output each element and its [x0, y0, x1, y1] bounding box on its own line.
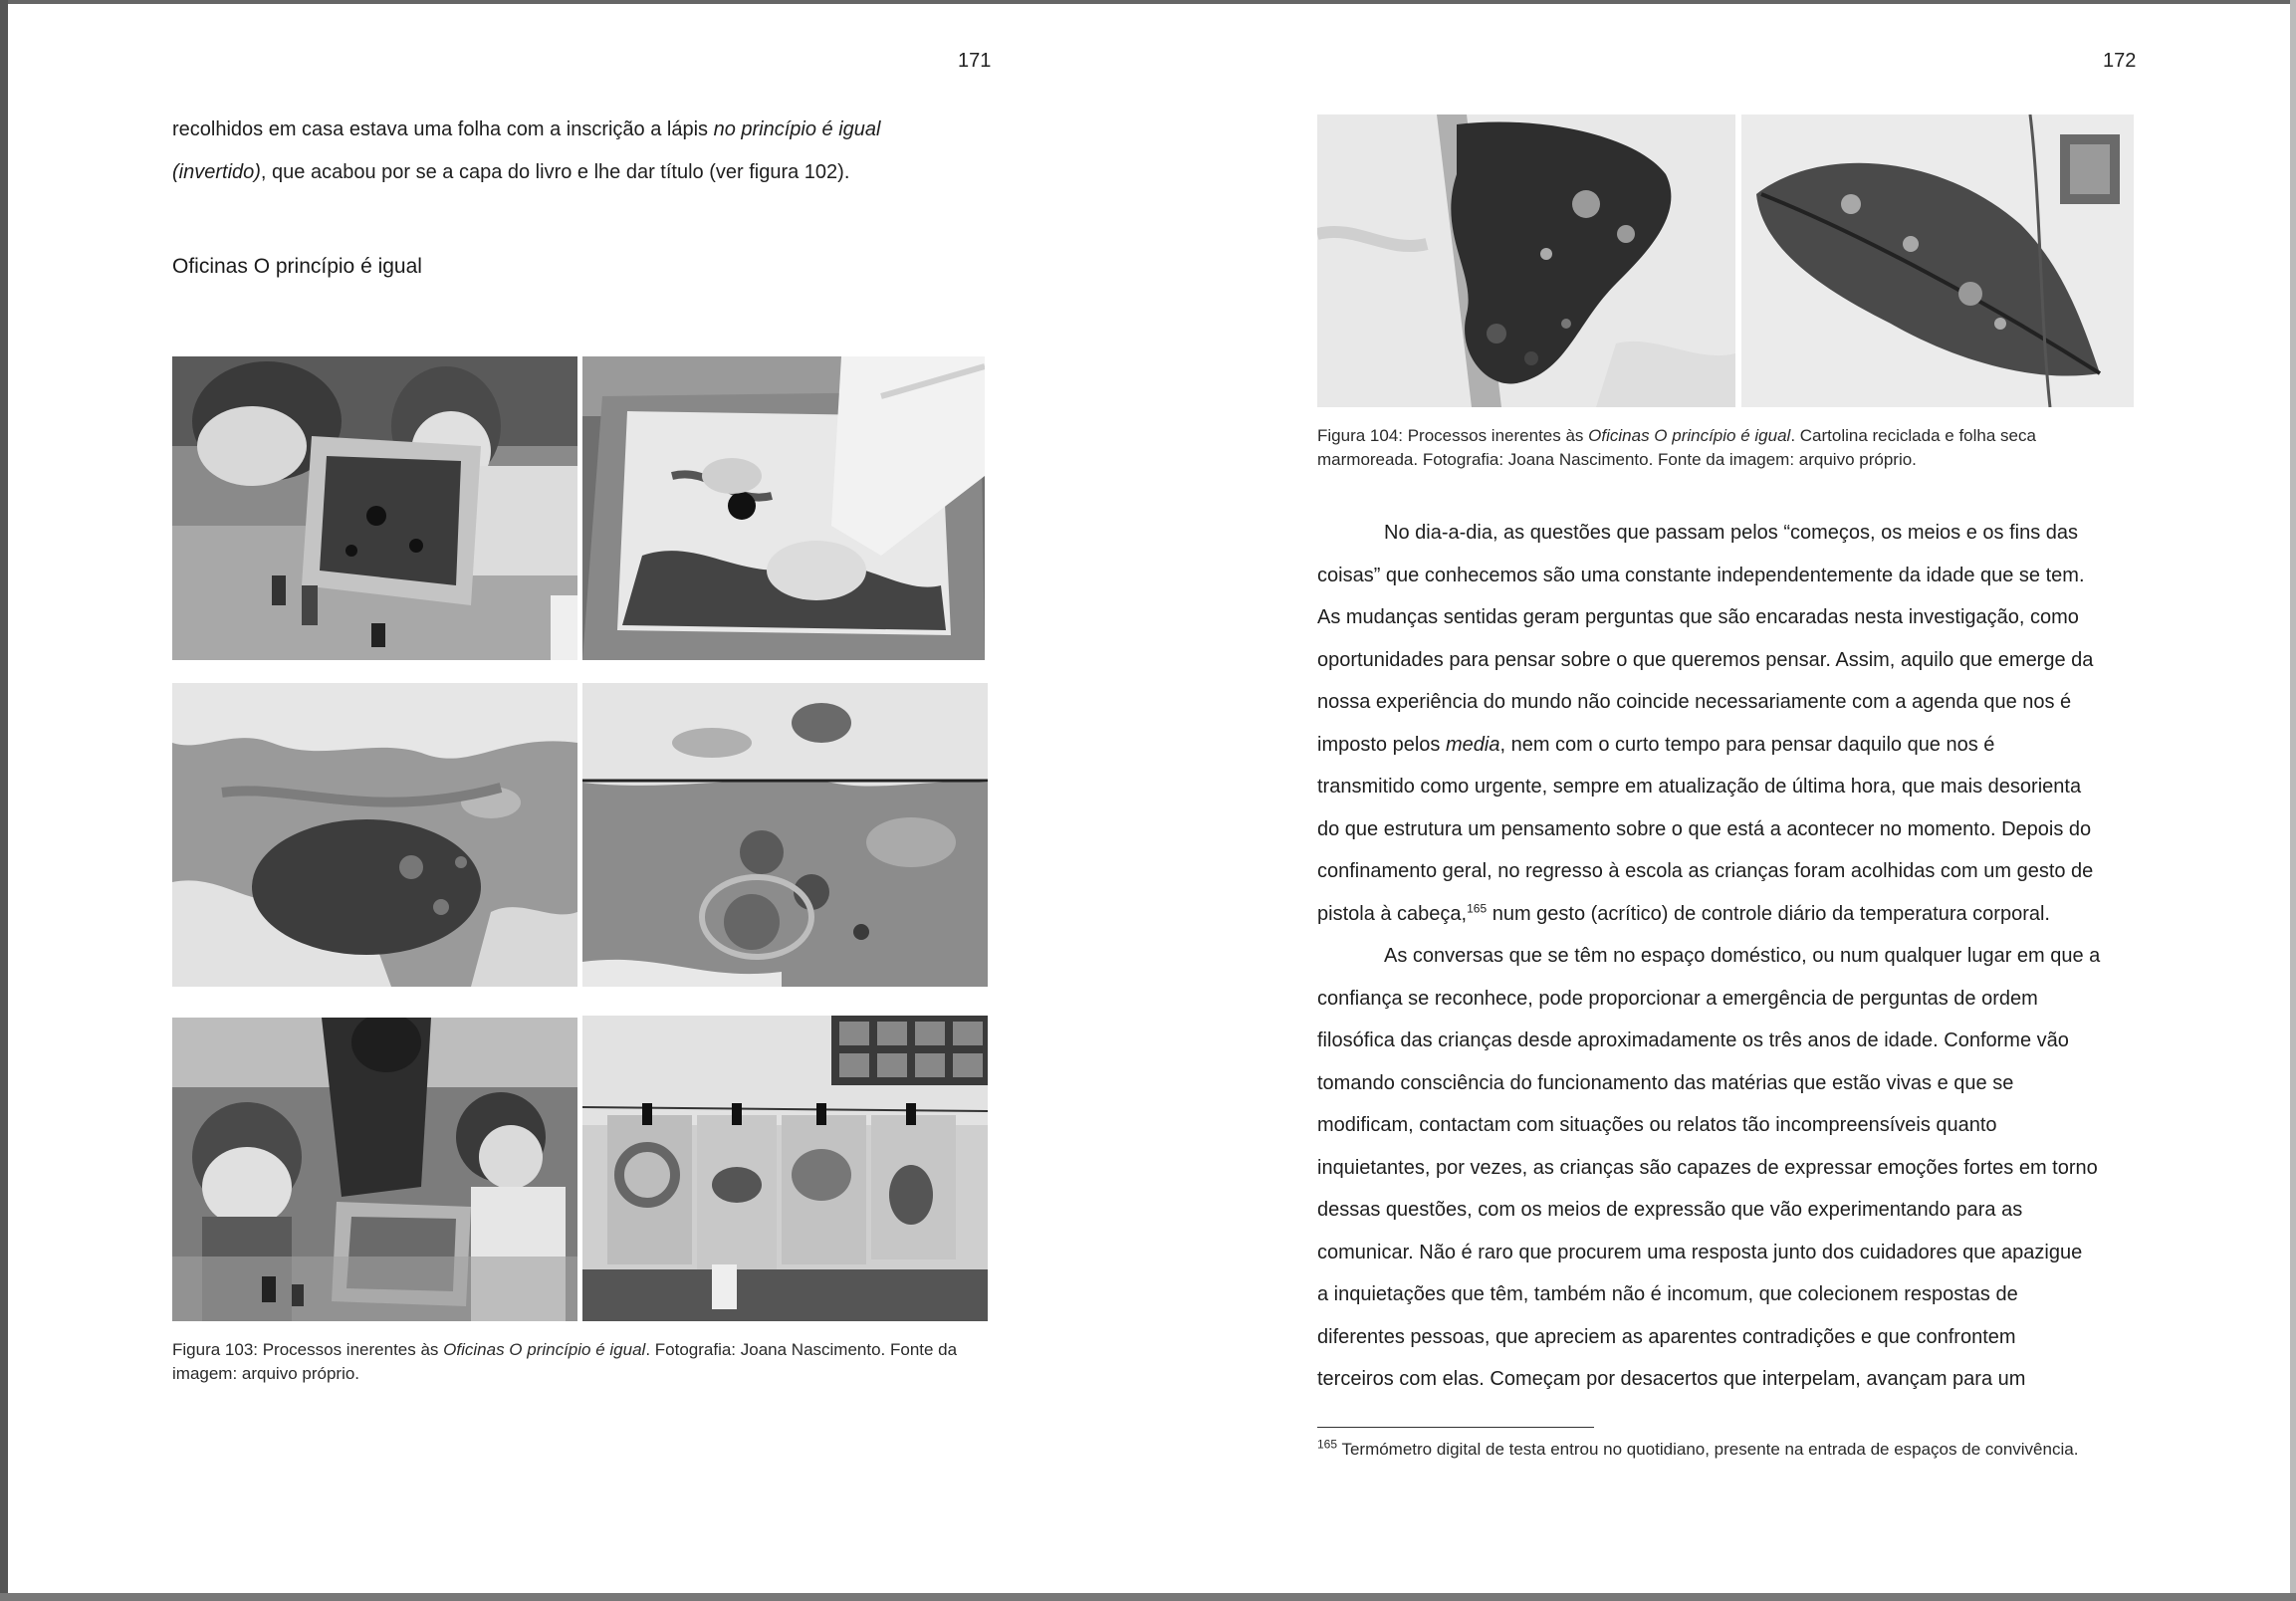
figure-103-caption: Figura 103: Processos inerentes às Oficinas O princípio é igual. Fotografia: Joana Nascimento. Fonte da imagem: arquivo próprio. — [172, 1340, 958, 1383]
para1-line-4: oportunidades para pensar sobre o que queremos pensar. Assim, aquilo que emerge da — [1317, 648, 2094, 671]
para1-line-1: No dia-a-dia, as questões que passam pelos “começos, os meios e os fins das — [1384, 522, 2079, 544]
photo-children-with-adult-tray — [172, 1018, 577, 1321]
footnote-165: $^{165}$ Termómetro digital de testa entrou no quotidiano, presente na entrada de espaços de convivência. — [1317, 1437, 2079, 1459]
footnote-separator — [1317, 1427, 1594, 1428]
photo-hanging-marbled-papers — [582, 1016, 988, 1321]
photo-marbled-dry-leaf — [1741, 114, 2134, 407]
intro-line-2: (invertido), que acabou por se a capa do livro e lhe dar título (ver figura 102). — [172, 160, 850, 183]
para2-line-5: modificam, contactam com situações ou relatos tão incompreensíveis quanto — [1317, 1114, 1997, 1136]
para1-line-5: nossa experiência do mundo não coincide necessariamente com a agenda que nos é — [1317, 691, 2072, 713]
para1-line-9: confinamento geral, no regresso à escola as crianças foram acolhidas com um gesto de — [1317, 860, 2094, 882]
left-page-number: 171 — [958, 50, 992, 72]
viewer-right-border — [2290, 0, 2296, 1601]
para1-line-2: coisas” que conhecemos são uma constante independentemente da idade que se tem. — [1317, 564, 2085, 586]
para2-line-2: confiança se reconhece, pode proporcionar a emergência de perguntas de ordem — [1317, 987, 2038, 1010]
right-page-number: 172 — [2103, 50, 2137, 72]
photo-marbled-cardboard — [1317, 114, 1735, 407]
para1-line-7: transmitido como urgente, sempre em atualização de última hora, que mais desorienta — [1317, 776, 2082, 798]
para2-line-4: tomando consciência do funcionamento das matérias que estão vivas e que se — [1317, 1071, 2014, 1094]
para2-line-1: As conversas que se têm no espaço doméstico, ou num qualquer lugar em que a — [1384, 945, 2101, 967]
para1-line-6: imposto pelos media, nem com o curto tempo para pensar daquilo que nos é — [1317, 733, 1995, 756]
para2-line-7: dessas questões, com os meios de expressão que vão experimentando para as — [1317, 1199, 2023, 1221]
para2-line-10: diferentes pessoas, que apreciem as aparentes contradições e que confrontem — [1317, 1325, 2016, 1348]
para2-line-3: filosófica das crianças desde aproximadamente os três anos de idade. Conforme vão — [1317, 1029, 2069, 1051]
para2-line-8: comunicar. Não é raro que procurem uma resposta junto dos cuidadores que apazigue — [1317, 1241, 2083, 1263]
section-heading: Oficinas O princípio é igual — [172, 255, 422, 278]
right-body-text — [1317, 512, 2144, 1401]
para2-line-6: inquietantes, por vezes, as crianças são capazes de expressar emoções fortes em torno — [1317, 1156, 2098, 1179]
photo-marbled-paper-2 — [582, 683, 988, 987]
photo-marbled-paper-1 — [172, 683, 577, 987]
figure-104-caption: Figura 104: Processos inerentes às Oficinas O princípio é igual. Cartolina reciclada e folha seca marmoreada. Fotografia: Joana Nascimento. Fonte da imagem: arquivo próprio. — [1317, 426, 2036, 469]
left-intro-text — [172, 109, 880, 193]
viewer-top-border — [0, 0, 2296, 4]
footnote-reference[interactable]: 165 — [1467, 900, 1488, 915]
photo-child-hands-in-tray — [582, 356, 985, 660]
para1-line-8: do que estrutura um pensamento sobre o que está a acontecer no momento. Depois do — [1317, 817, 2092, 840]
photo-children-marbling-tray — [172, 356, 577, 660]
para1-line-10: pistola à cabeça,$^{165}$ num gesto (acrítico) de controle diário da temperatura corporal. — [1317, 900, 2050, 925]
viewer-bottom-border — [0, 1593, 2296, 1601]
para2-line-11: terceiros com elas. Começam por desacertos que interpelam, avançam para um — [1317, 1368, 2026, 1390]
intro-line-1: recolhidos em casa estava uma folha com a inscrição a lápis no princípio é igual — [172, 118, 881, 140]
para1-line-3: As mudanças sentidas geram perguntas que são encaradas nesta investigação, como — [1317, 606, 2079, 628]
para2-line-9: a inquietações que têm, também não é incomum, que colecionem respostas de — [1317, 1283, 2018, 1305]
viewer-left-border — [0, 0, 8, 1601]
footnote-number: 165 — [1317, 1437, 1338, 1452]
